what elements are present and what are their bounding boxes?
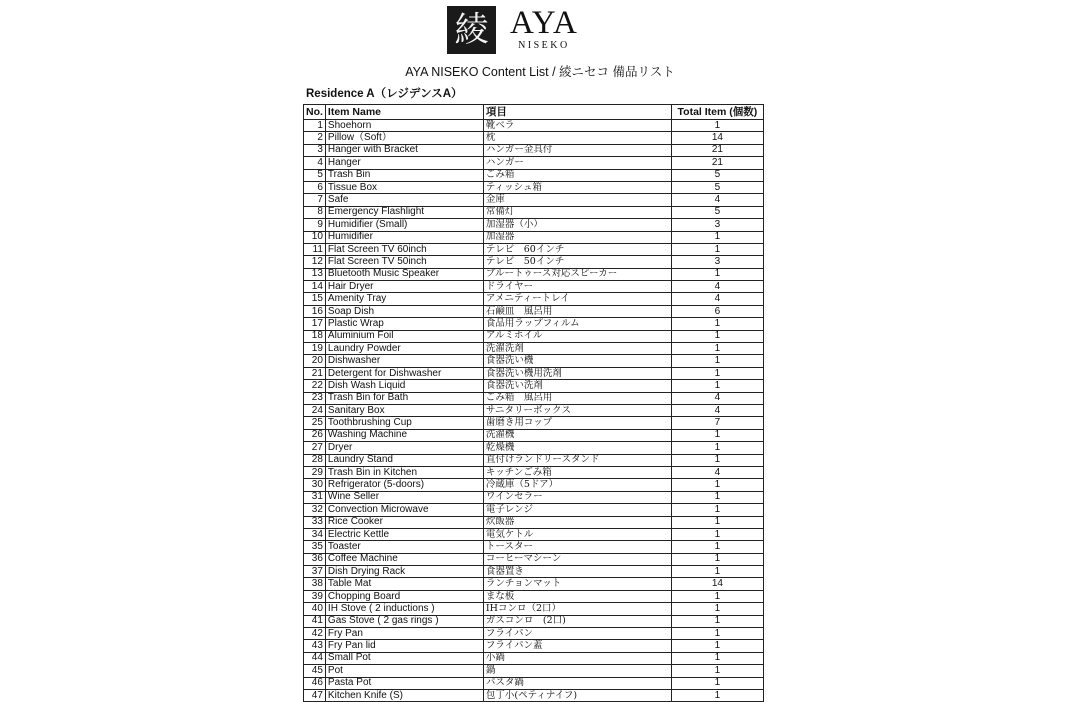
row-item-jp: 炊飯器 [483, 516, 671, 528]
row-number: 22 [304, 380, 326, 392]
row-item-jp: 加湿器 [483, 231, 671, 243]
row-item-jp: IHコンロ（2口） [483, 603, 671, 615]
table-row [304, 516, 764, 528]
row-number: 45 [304, 665, 326, 677]
table-row [304, 491, 764, 503]
row-item-jp: ごみ箱 風呂用 [483, 392, 671, 404]
row-number: 31 [304, 491, 326, 503]
row-item-jp: ワインセラー [483, 491, 671, 503]
table-row [304, 243, 764, 255]
row-item-jp: 小鍋 [483, 652, 671, 664]
row-number: 2 [304, 132, 326, 144]
row-item-jp: ランチョンマット [483, 578, 671, 590]
row-item-jp: トースター [483, 541, 671, 553]
row-total: 1 [671, 491, 763, 503]
row-number: 18 [304, 330, 326, 342]
table-row [304, 330, 764, 342]
row-item-name: Safe [325, 194, 483, 206]
row-number: 43 [304, 640, 326, 652]
row-number: 28 [304, 454, 326, 466]
row-item-jp: 洗濯機 [483, 429, 671, 441]
table-row [304, 652, 764, 664]
row-item-jp: 乾燥機 [483, 442, 671, 454]
row-total: 1 [671, 380, 763, 392]
row-total: 1 [671, 689, 763, 701]
row-item-name: Pillow（Soft） [325, 132, 483, 144]
row-number: 44 [304, 652, 326, 664]
row-total: 1 [671, 318, 763, 330]
row-number: 40 [304, 603, 326, 615]
table-row [304, 442, 764, 454]
row-item-name: Wine Seller [325, 491, 483, 503]
row-number: 16 [304, 305, 326, 317]
row-item-name: Toothbrushing Cup [325, 417, 483, 429]
row-total: 1 [671, 504, 763, 516]
row-item-name: Aluminium Foil [325, 330, 483, 342]
row-item-name: Laundry Powder [325, 343, 483, 355]
row-number: 12 [304, 256, 326, 268]
row-number: 20 [304, 355, 326, 367]
table-row [304, 628, 764, 640]
row-item-name: Trash Bin [325, 169, 483, 181]
row-total: 1 [671, 268, 763, 280]
row-item-name: Trash Bin in Kitchen [325, 466, 483, 478]
row-total: 5 [671, 169, 763, 181]
row-item-jp: アメニティートレイ [483, 293, 671, 305]
table-row [304, 268, 764, 280]
row-item-name: Fry Pan lid [325, 640, 483, 652]
row-item-jp: フライパン [483, 628, 671, 640]
row-total: 6 [671, 305, 763, 317]
row-total: 1 [671, 516, 763, 528]
row-number: 6 [304, 181, 326, 193]
row-item-jp: 鍋 [483, 665, 671, 677]
table-row [304, 479, 764, 491]
row-total: 4 [671, 194, 763, 206]
row-number: 25 [304, 417, 326, 429]
row-item-name: Table Mat [325, 578, 483, 590]
row-number: 38 [304, 578, 326, 590]
row-item-name: Chopping Board [325, 590, 483, 602]
logo-kanji-mark: 綾 [447, 6, 496, 54]
table-row [304, 404, 764, 416]
table-row [304, 590, 764, 602]
row-item-name: Toaster [325, 541, 483, 553]
row-number: 42 [304, 628, 326, 640]
table-row [304, 528, 764, 540]
logo-name: AYA [510, 5, 578, 41]
row-total: 1 [671, 479, 763, 491]
row-total: 1 [671, 330, 763, 342]
table-row [304, 553, 764, 565]
row-number: 3 [304, 144, 326, 156]
row-item-name: Pasta Pot [325, 677, 483, 689]
row-number: 35 [304, 541, 326, 553]
row-total: 3 [671, 219, 763, 231]
row-number: 10 [304, 231, 326, 243]
row-number: 5 [304, 169, 326, 181]
row-item-jp: ごみ箱 [483, 169, 671, 181]
row-number: 34 [304, 528, 326, 540]
table-row [304, 615, 764, 627]
row-total: 1 [671, 231, 763, 243]
section-title: Residence A（レジデンスA） [306, 88, 463, 100]
table-row [304, 640, 764, 652]
row-item-jp: 靴ベラ [483, 120, 671, 132]
row-number: 36 [304, 553, 326, 565]
row-number: 7 [304, 194, 326, 206]
row-total: 1 [671, 355, 763, 367]
row-total: 1 [671, 541, 763, 553]
row-item-name: Laundry Stand [325, 454, 483, 466]
row-item-jp: 枕 [483, 132, 671, 144]
row-total: 4 [671, 281, 763, 293]
row-number: 4 [304, 157, 326, 169]
row-item-jp: 食品用ラップフィルム [483, 318, 671, 330]
aya-niseko-logo [447, 6, 578, 54]
table-row [304, 454, 764, 466]
table-row [304, 603, 764, 615]
row-item-name: Sanitary Box [325, 404, 483, 416]
row-item-jp: ハンガー [483, 157, 671, 169]
table-row [304, 318, 764, 330]
row-item-name: Hair Dryer [325, 281, 483, 293]
table-row [304, 219, 764, 231]
row-item-jp: 金庫 [483, 194, 671, 206]
row-number: 21 [304, 367, 326, 379]
table-row [304, 504, 764, 516]
row-item-jp: テレビ 60インチ [483, 243, 671, 255]
row-item-name: Humidifier (Small) [325, 219, 483, 231]
row-item-jp: パスタ鍋 [483, 677, 671, 689]
row-total: 1 [671, 677, 763, 689]
row-item-jp: テレビ 50インチ [483, 256, 671, 268]
table-row [304, 293, 764, 305]
row-item-name: Dish Drying Rack [325, 566, 483, 578]
row-item-name: Dish Wash Liquid [325, 380, 483, 392]
row-total: 21 [671, 157, 763, 169]
row-total: 1 [671, 566, 763, 578]
table-row [304, 231, 764, 243]
document-title: AYA NISEKO Content List / 綾ニセコ 備品リスト [405, 65, 675, 79]
table-row [304, 367, 764, 379]
table-row [304, 541, 764, 553]
row-item-jp: コーヒーマシーン [483, 553, 671, 565]
header-no: No. [304, 105, 326, 120]
row-item-jp: 電子レンジ [483, 504, 671, 516]
row-item-jp: 食器洗い機 [483, 355, 671, 367]
row-total: 1 [671, 367, 763, 379]
row-number: 26 [304, 429, 326, 441]
row-total: 4 [671, 293, 763, 305]
row-item-name: Humidifier [325, 231, 483, 243]
row-item-name: Gas Stove ( 2 gas rings ) [325, 615, 483, 627]
row-item-name: Amenity Tray [325, 293, 483, 305]
row-total: 1 [671, 590, 763, 602]
table-header-row [304, 105, 764, 120]
row-item-name: Dryer [325, 442, 483, 454]
row-item-jp: 洗濯洗剤 [483, 343, 671, 355]
row-item-name: Detergent for Dishwasher [325, 367, 483, 379]
table-row [304, 566, 764, 578]
row-total: 1 [671, 615, 763, 627]
row-total: 1 [671, 603, 763, 615]
header-item-jp: 項目 [483, 105, 671, 120]
row-item-name: Rice Cooker [325, 516, 483, 528]
row-item-name: Plastic Wrap [325, 318, 483, 330]
row-item-name: Kitchen Knife (S) [325, 689, 483, 701]
row-total: 1 [671, 243, 763, 255]
row-item-jp: 食器洗い機用洗剤 [483, 367, 671, 379]
row-number: 17 [304, 318, 326, 330]
row-total: 1 [671, 528, 763, 540]
row-item-name: Soap Dish [325, 305, 483, 317]
table-row [304, 256, 764, 268]
row-number: 24 [304, 404, 326, 416]
row-number: 30 [304, 479, 326, 491]
row-item-name: Pot [325, 665, 483, 677]
table-row [304, 132, 764, 144]
row-number: 33 [304, 516, 326, 528]
row-item-name: Small Pot [325, 652, 483, 664]
row-total: 1 [671, 120, 763, 132]
row-number: 9 [304, 219, 326, 231]
row-number: 15 [304, 293, 326, 305]
row-total: 21 [671, 144, 763, 156]
row-total: 14 [671, 132, 763, 144]
row-item-name: Hanger [325, 157, 483, 169]
row-number: 39 [304, 590, 326, 602]
table-row [304, 578, 764, 590]
row-number: 37 [304, 566, 326, 578]
table-row [304, 665, 764, 677]
row-number: 1 [304, 120, 326, 132]
row-total: 1 [671, 553, 763, 565]
row-number: 8 [304, 206, 326, 218]
table-row [304, 157, 764, 169]
header-total: Total Item (個数) [671, 105, 763, 120]
row-item-name: IH Stove ( 2 inductions ) [325, 603, 483, 615]
row-item-jp: 石鹸皿 風呂用 [483, 305, 671, 317]
row-item-name: Hanger with Bracket [325, 144, 483, 156]
row-item-jp: まな板 [483, 590, 671, 602]
row-number: 13 [304, 268, 326, 280]
table-row [304, 181, 764, 193]
row-item-name: Tissue Box [325, 181, 483, 193]
row-item-jp: 直付けランドリースタンド [483, 454, 671, 466]
logo-subname: NISEKO [518, 40, 570, 51]
row-item-jp: サニタリーボックス [483, 404, 671, 416]
row-total: 5 [671, 206, 763, 218]
row-item-jp: ドライヤー [483, 281, 671, 293]
table-row [304, 169, 764, 181]
table-row [304, 120, 764, 132]
row-total: 7 [671, 417, 763, 429]
row-item-name: Shoehorn [325, 120, 483, 132]
row-item-jp: フライパン蓋 [483, 640, 671, 652]
row-total: 4 [671, 466, 763, 478]
row-item-jp: 包丁小(ペティナイフ) [483, 689, 671, 701]
row-total: 1 [671, 429, 763, 441]
row-item-name: Washing Machine [325, 429, 483, 441]
table-row [304, 429, 764, 441]
table-row [304, 305, 764, 317]
row-total: 4 [671, 392, 763, 404]
table-row [304, 144, 764, 156]
row-item-jp: 加湿器（小） [483, 219, 671, 231]
row-number: 29 [304, 466, 326, 478]
row-item-jp: 食器洗い洗剤 [483, 380, 671, 392]
row-number: 23 [304, 392, 326, 404]
row-item-name: Bluetooth Music Speaker [325, 268, 483, 280]
row-item-jp: 冷蔵庫（5ドア） [483, 479, 671, 491]
row-item-jp: ハンガー金具付 [483, 144, 671, 156]
row-item-name: Fry Pan [325, 628, 483, 640]
table-row [304, 343, 764, 355]
table-row [304, 355, 764, 367]
table-row [304, 689, 764, 701]
row-item-name: Refrigerator (5-doors) [325, 479, 483, 491]
table-row [304, 380, 764, 392]
row-total: 1 [671, 640, 763, 652]
row-item-name: Electric Kettle [325, 528, 483, 540]
table-row [304, 677, 764, 689]
row-number: 46 [304, 677, 326, 689]
row-item-name: Convection Microwave [325, 504, 483, 516]
row-total: 1 [671, 665, 763, 677]
table-row [304, 206, 764, 218]
row-number: 14 [304, 281, 326, 293]
row-number: 11 [304, 243, 326, 255]
row-number: 27 [304, 442, 326, 454]
row-item-name: Emergency Flashlight [325, 206, 483, 218]
content-list-table [303, 104, 764, 702]
row-total: 1 [671, 442, 763, 454]
logo-wordmark [510, 7, 578, 53]
table-row [304, 466, 764, 478]
row-item-jp: アルミホイル [483, 330, 671, 342]
row-total: 1 [671, 454, 763, 466]
row-total: 4 [671, 404, 763, 416]
row-number: 19 [304, 343, 326, 355]
row-item-jp: 食器置き [483, 566, 671, 578]
row-item-jp: ガスコンロ (2口) [483, 615, 671, 627]
table-row [304, 194, 764, 206]
row-item-jp: ティッシュ箱 [483, 181, 671, 193]
row-item-name: Coffee Machine [325, 553, 483, 565]
row-total: 1 [671, 652, 763, 664]
row-item-name: Dishwasher [325, 355, 483, 367]
row-item-jp: キッチンごみ箱 [483, 466, 671, 478]
row-item-jp: ブルートゥース対応スピーカー [483, 268, 671, 280]
row-item-jp: 歯磨き用コップ [483, 417, 671, 429]
table-row [304, 417, 764, 429]
table-row [304, 281, 764, 293]
row-total: 3 [671, 256, 763, 268]
row-total: 5 [671, 181, 763, 193]
row-number: 41 [304, 615, 326, 627]
row-total: 14 [671, 578, 763, 590]
row-item-jp: 常備灯 [483, 206, 671, 218]
table-row [304, 392, 764, 404]
row-number: 32 [304, 504, 326, 516]
row-total: 1 [671, 628, 763, 640]
row-number: 47 [304, 689, 326, 701]
row-item-name: Trash Bin for Bath [325, 392, 483, 404]
row-total: 1 [671, 343, 763, 355]
row-item-name: Flat Screen TV 50inch [325, 256, 483, 268]
row-item-name: Flat Screen TV 60inch [325, 243, 483, 255]
header-item-name: Item Name [325, 105, 483, 120]
row-item-jp: 電気ケトル [483, 528, 671, 540]
